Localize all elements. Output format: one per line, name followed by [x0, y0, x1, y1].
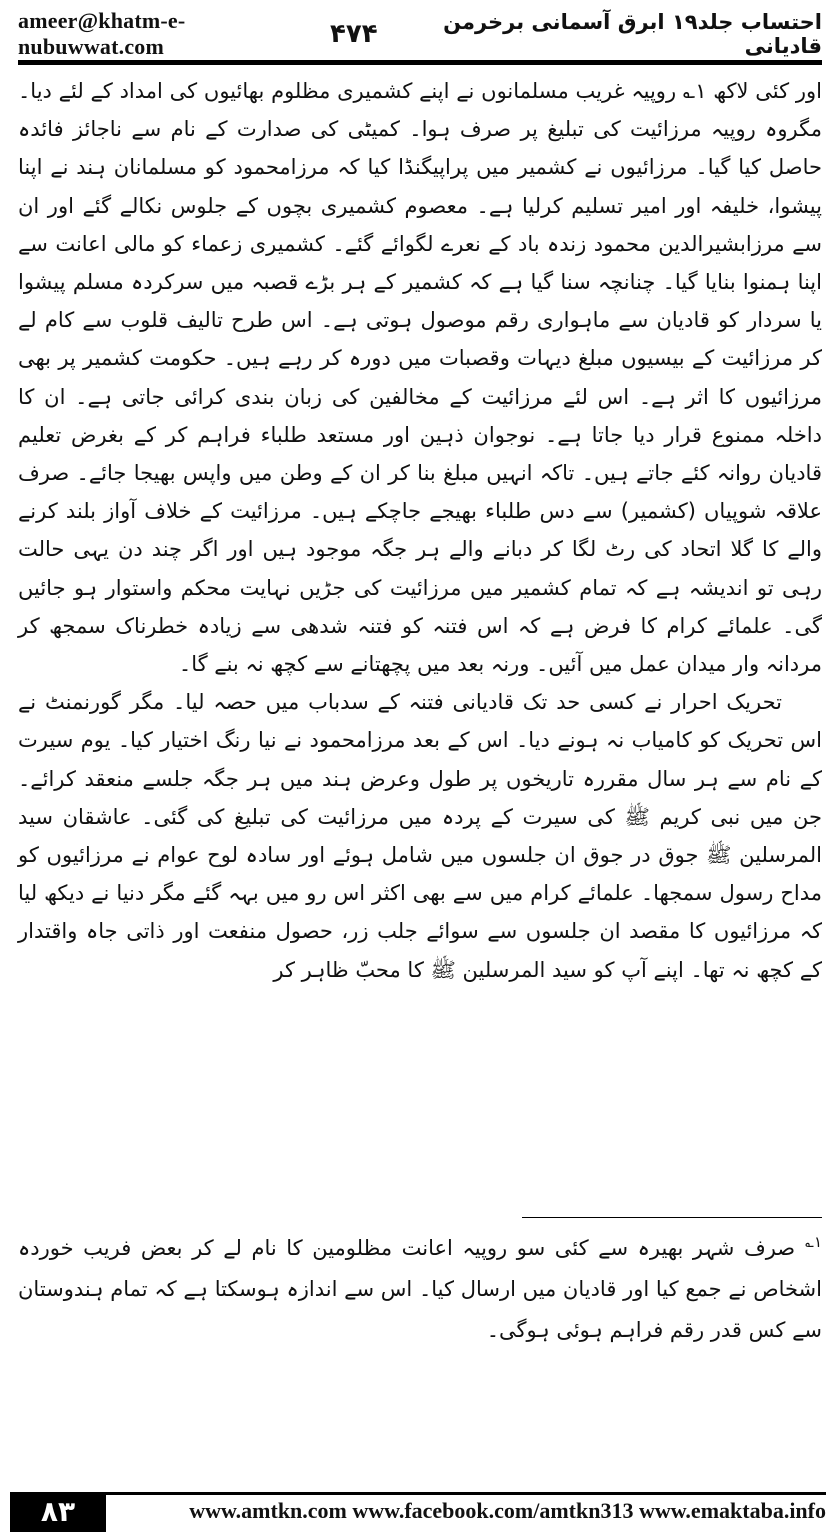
footnote — [18, 1228, 822, 1351]
footer-links[interactable]: www.amtkn.com www.facebook.com/amtkn313 www.emaktaba.info — [189, 1498, 826, 1523]
body-text — [18, 72, 822, 989]
header-left — [18, 8, 378, 60]
header-page-number: ۴۷۴ — [329, 19, 378, 49]
footnote-paragraph — [18, 1228, 822, 1351]
paragraph-1: اور کئی لاکھ ۱؎ روپیہ غریب مسلمانوں نے اپنے کشمیری مظلوم بھائیوں کی امداد کے لئے دیا۔ مگروہ روپیہ مرزائیت کی تبلیغ پر صرف ہوا۔ کمیٹی کی صدارت کے نام سے ناجائز فائدہ حاصل کیا گیا۔ مرزائیوں نے کشمیر میں پراپیگنڈا کیا کہ مرزامحمود کو مسلمانان ہند نے اپنا پیشوا، خلیفہ اور امیر تسلیم کرلیا ہے۔ معصوم کشمیری بچوں کے جلوس نکالے گئے اور ان سے مرزابشیرالدین محمود زندہ باد کے نعرے لگوائے گئے۔ کشمیری زعماء کو مالی اعانت سے اپنا ہمنوا بنایا گیا۔ چنانچہ سنا گیا ہے کہ کشمیر کے ہر بڑے قصبہ میں سرکردہ مسلم پیشوا یا سردار کو قادیان سے ماہواری رقم موصول ہوتی ہے۔ اس طرح تالیف قلوب سے کام لے کر مرزائیت کے بیسیوں مبلغ دیہات وقصبات میں دورہ کر رہے ہیں۔ حکومت کشمیر پر بھی مرزائیوں کا اثر ہے۔ اس لئے مرزائیت کے مخالفین کی زبان بندی کرائی جاتی ہے۔ ان کا داخلہ ممنوع قرار دیا جاتا ہے۔ نوجوان ذہین اور مستعد طلباء فراہم کر کے بغرض تعلیم قادیان روانہ کئے جاتے ہیں۔ تاکہ انہیں مبلغ بنا کر ان کے وطن میں واپس بھیجا جائے۔ صرف علاقہ شوپیاں (کشمیر) سے دس طلباء بھیجے جاچکے ہیں۔ مرزائیت کے خلاف آواز بلند کرنے والے کا گلا اتحاد کی رٹ لگا کر دبانے والے ہر جگہ موجود ہیں اور اگر چند دن یہی حالت رہی تو اندیشہ ہے کہ تمام کشمیر میں مرزائیت کی جڑیں نہایت محکم واستوار ہو جائیں گی۔ علمائے کرام کا فرض ہے کہ اس فتنہ کو فتنہ شدھی سے زیادہ خطرناک سمجھ کر مردانہ وار میدان عمل میں آئیں۔ ورنہ بعد میں پچھتانے سے کچھ نہ بنے گا۔ — [18, 79, 822, 677]
page-footer — [10, 1492, 826, 1532]
header-title: احتساب جلد۱۹ ابرق آسمانی برخرمن قادیانی — [443, 10, 822, 58]
paragraph-2: تحریک احرار نے کسی حد تک قادیانی فتنہ کے سدباب میں حصہ لیا۔ مگر گورنمنٹ نے اس تحریک کو کامیاب نہ ہونے دیا۔ اس کے بعد مرزامحمود نے نیا رنگ اختیار کیا۔ یوم سیرت کے نام سے ہر سال مقررہ تاریخوں پر طول وعرض ہند میں ہر جگہ جلسے منعقد کرائے۔ جن میں نبی کریم ﷺ کی سیرت کے پردہ میں مرزائیت کی تبلیغ کی گئی۔ عاشقان سید المرسلین ﷺ جوق در جوق ان جلسوں میں شامل ہوئے اور سادہ لوح عوام نے مرزائیوں کو مداح رسول سمجھا۔ علمائے کرام میں سے بھی اکثر اس رو میں بہہ گئے مگر دنیا نے دیکھ لیا کہ مرزائیوں کا مقصد ان جلسوں سے سوائے جلب زر، حصول منفعت اور ذاتی جاہ واقتدار کے کچھ نہ تھا۔ اپنے آپ کو سید المرسلین ﷺ کا محبّ ظاہر کر — [18, 690, 822, 982]
footnote-text: صرف شہر بھیرہ سے کئی سو روپیہ اعانت مظلومین کا نام لے کر بعض فریب خوردہ اشخاص نے جمع کیا اور قادیان میں ارسال کیا۔ اس سے اندازہ ہوسکتا ہے کہ تمام ہندوستان سے کس قدر رقم فراہم ہوئی ہوگی۔ — [18, 1236, 822, 1342]
page-header — [18, 8, 822, 59]
header-email[interactable]: ameer@khatm-e-nubuwwat.com — [18, 8, 186, 59]
footer-rule — [106, 1492, 826, 1495]
footnote-separator — [522, 1217, 822, 1218]
footnote-marker: ۱؎ — [805, 1233, 822, 1251]
header-rule — [18, 60, 822, 65]
footer-page-number: ۸۳ — [10, 1492, 106, 1532]
